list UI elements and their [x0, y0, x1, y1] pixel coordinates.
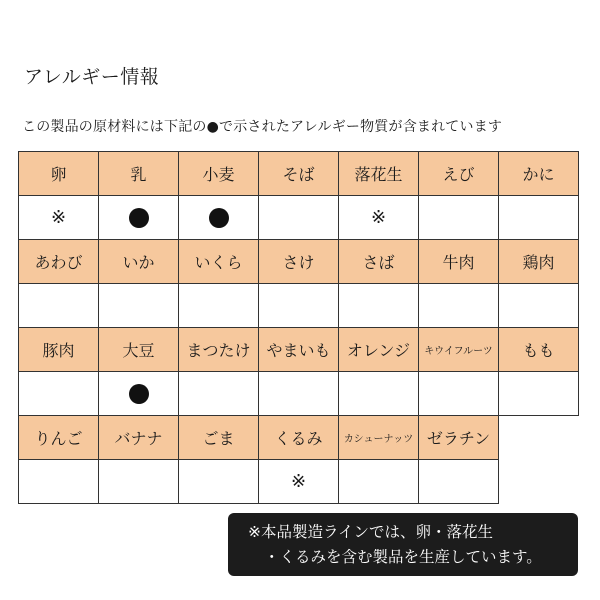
allergen-label: 落花生 — [338, 151, 419, 196]
allergen-mark-cell — [258, 283, 339, 328]
allergen-mark-cell: ※ — [18, 195, 99, 240]
allergen-label: まつたけ — [178, 327, 259, 372]
allergen-mark-cell — [498, 371, 579, 416]
allergen-mark-cell — [418, 459, 499, 504]
allergen-label: いか — [98, 239, 179, 284]
allergen-mark-cell — [338, 459, 419, 504]
allergen-label: さば — [338, 239, 419, 284]
allergen-mark-cell — [418, 283, 499, 328]
allergen-label: かに — [498, 151, 579, 196]
intro-text: この製品の原材料には下記の●で示されたアレルギー物質が含まれています — [22, 119, 503, 135]
allergen-label: さけ — [258, 239, 339, 284]
allergen-mark-cell — [18, 459, 99, 504]
allergen-label: ごま — [178, 415, 259, 460]
allergen-label: くるみ — [258, 415, 339, 460]
allergen-label: キウイフルーツ — [418, 327, 499, 372]
allergen-mark-cell — [18, 371, 99, 416]
allergen-mark-cell — [98, 371, 179, 416]
allergen-label: 牛肉 — [418, 239, 499, 284]
allergen-label: りんご — [18, 415, 99, 460]
allergen-label: バナナ — [98, 415, 179, 460]
allergen-mark-cell — [18, 283, 99, 328]
allergen-mark-cell — [258, 371, 339, 416]
allergen-mark-cell — [498, 283, 579, 328]
allergen-label: 卵 — [18, 151, 99, 196]
allergen-label: もも — [498, 327, 579, 372]
allergen-mark-cell — [338, 371, 419, 416]
allergen-label: 豚肉 — [18, 327, 99, 372]
allergen-label: いくら — [178, 239, 259, 284]
allergen-mark-cell — [178, 459, 259, 504]
allergen-label: あわび — [18, 239, 99, 284]
allergen-mark-cell — [418, 371, 499, 416]
allergen-label: カシューナッツ — [338, 415, 419, 460]
allergen-mark-cell — [178, 283, 259, 328]
allergen-label: えび — [418, 151, 499, 196]
allergen-mark-cell — [178, 195, 259, 240]
allergen-label: 乳 — [98, 151, 179, 196]
allergen-mark-cell — [498, 195, 579, 240]
note-line-1: ※本品製造ラインでは、卵・落花生 — [248, 523, 494, 541]
allergen-label: オレンジ — [338, 327, 419, 372]
contains-dot-icon — [129, 384, 149, 404]
allergen-label: ゼラチン — [418, 415, 499, 460]
allergen-label: 鶏肉 — [498, 239, 579, 284]
contains-dot-icon — [129, 208, 149, 228]
allergen-mark-cell — [338, 283, 419, 328]
allergen-label: 小麦 — [178, 151, 259, 196]
manufacturing-note — [228, 513, 578, 576]
allergen-mark-cell — [98, 283, 179, 328]
allergen-label: そば — [258, 151, 339, 196]
allergen-mark-cell — [258, 195, 339, 240]
contains-dot-icon — [209, 208, 229, 228]
allergen-mark-cell: ※ — [338, 195, 419, 240]
allergen-label: 大豆 — [98, 327, 179, 372]
note-line-2: ・くるみを含む製品を生産しています。 — [264, 548, 542, 566]
allergen-mark-cell — [98, 195, 179, 240]
allergen-mark-cell — [418, 195, 499, 240]
allergen-mark-cell — [178, 371, 259, 416]
allergen-mark-cell: ※ — [258, 459, 339, 504]
allergen-mark-cell — [98, 459, 179, 504]
page-title: アレルギー情報 — [24, 66, 160, 88]
allergen-label: やまいも — [258, 327, 339, 372]
